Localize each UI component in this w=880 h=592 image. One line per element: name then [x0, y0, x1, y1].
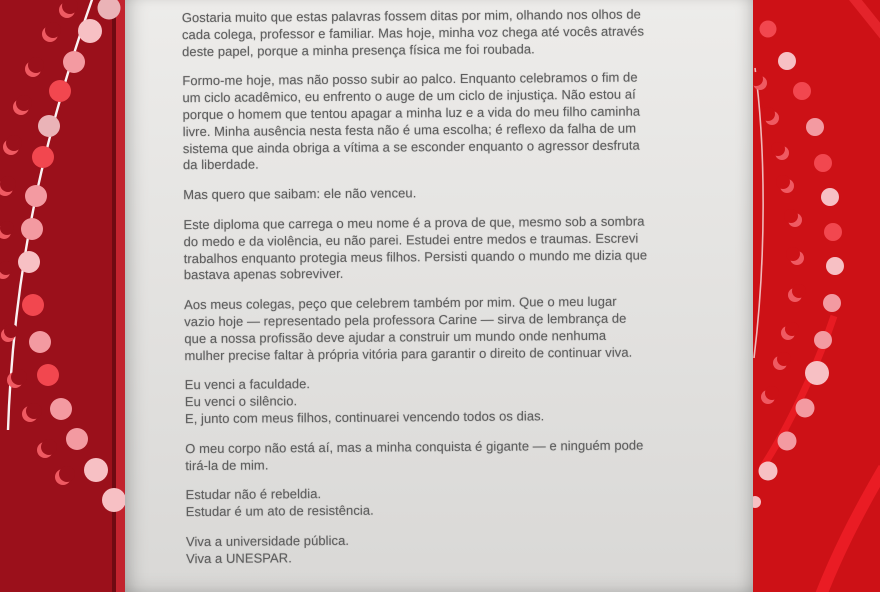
letter-text — [182, 6, 731, 581]
letter-paragraph: Estudar não é rebeldia. Estudar é um ato de resistência. — [185, 486, 374, 520]
right-dots-pattern — [753, 0, 880, 592]
letter-paragraph: O meu corpo não está aí, mas a minha conquista é gigante — e ninguém pode tirá-la de mim. — [185, 437, 644, 473]
letter-paragraph: Viva a universidade pública. Viva a UNESPAR. — [185, 532, 350, 566]
corner-stripe — [849, 0, 880, 38]
letter-document — [125, 0, 753, 592]
left-decorative-border — [0, 0, 125, 592]
letter-paragraph: Gostaria muito que estas palavras fossem ditas por mim, olhando nos olhos de cada colega, professor e familiar. Mas hoje, minha voz chega até vocês através deste papel, porque a minha presença física me foi roubada. — [181, 6, 645, 59]
letter-paragraph: Eu venci a faculdade. Eu venci o silêncio. E, junto com meus filhos, continuarei vencendo todos os dias. — [184, 376, 545, 427]
right-decorative-border — [753, 0, 880, 592]
letter-paragraph: Este diploma que carrega o meu nome é a prova de que, mesmo sob a sombra do medo e da violência, eu não parei. Estudei entre medos e traumas. Escrevi trabalhos enquanto protegia meus filhos. Persisti quando o mundo me dizia que bastava apenas sobreviver. — [183, 213, 648, 283]
letter-paragraph: Formo-me hoje, mas não posso subir ao palco. Enquanto celebramos o fim de um ciclo acadêmico, eu enfrento o auge de um ciclo de injustiça. Não estou aí porque o homem que tentou apagar a minha luz e a vida do meu filho caminha livre. Minha ausência nesta festa não é uma escolha; é reflexo da falha de um sistema que ainda obriga a vítima a se esconder enquanto o agressor desfruta da liberdade. — [182, 69, 641, 173]
letter-paragraph: Mas quero que saibam: ele não venceu. — [183, 185, 417, 203]
letter-paragraph: Aos meus colegas, peço que celebrem também por mim. Que o meu lugar vazio hoje — representado pela professora Carine — sirva de lembrança de que a nossa profissão deve ajudar a construir um mundo onde nenhuma mulher precise faltar à própria vitória para garantir o direito de continuar viva. — [184, 293, 633, 363]
left-dots-pattern — [0, 0, 125, 592]
